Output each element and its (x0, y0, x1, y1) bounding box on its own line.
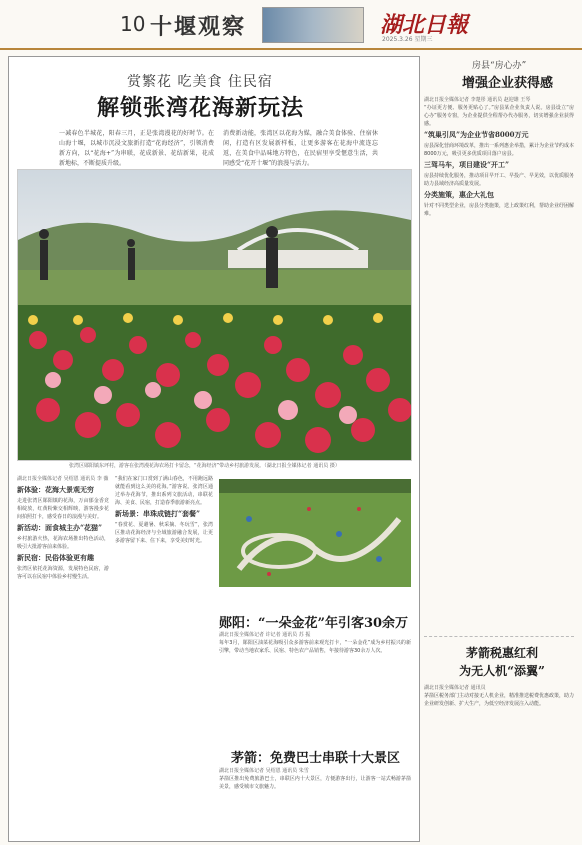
sidebar-subhead-3: 分类施策，惠企大礼包 (424, 190, 494, 199)
sidebar-subhead-2: 三驾马车，项目建设“开工” (424, 160, 510, 169)
head3-byline: 湖北日报全媒体记者 吴绍恩 通讯员 朱雪 (219, 768, 309, 774)
park-photo (219, 479, 411, 587)
col1-subhead-2: 新活动：面食城主办“花猫” (17, 523, 103, 532)
sidebar-paragraph-4: 针对不同类型企业，房县分类施策，送上政策红利，帮助企业纾困解难。 (424, 203, 574, 217)
masthead-banner-image (262, 7, 364, 43)
head3-paragraph: 茅箭区推出免费旅游巴士，串联区内十大景区，方便游客出行，让游客一站式畅游茅箭美景，感受城市文旅魅力。 (219, 776, 411, 790)
col1-subhead-3: 新民宿：民俗体验更有趣 (17, 553, 94, 562)
lede-right: 消费新动能，张湾区以花海为媒，融合美食体验、住宿休闲，打造有区发展新样板，让更多游客在花海中流连忘返，在美食中品味地方特色，在民宿里享受惬意生活，共同感受“花开十堰”的浪漫与活力。 (223, 130, 378, 167)
sidebar-story-1 (424, 96, 574, 636)
sidebar-paragraph-2: 房县深化营商环境改革，推出一系列惠企举措，累计为企业节约成本8000万元，吸引更多优质项目落户房县。 (424, 143, 574, 157)
sidebar-subhead-1: “筑巢引凤”为企业节省8000万元 (424, 130, 529, 139)
subsidiary-headline-2: 茅箭：免费巴士串联十大景区 (231, 751, 401, 766)
col1-subhead-1: 新体验：花海大景观无穷 (17, 485, 94, 494)
head2-byline: 湖北日报全媒体记者 许记者 通讯员 苏 振 (219, 632, 311, 638)
photo-caption: 张湾区郧阳镇东坪村，游客在张湾漫花海农场打卡留念，“花海经济”带动乡村旅游发展。（湖北日报全媒体记者 通讯员 摄） (69, 463, 340, 469)
masthead (0, 0, 582, 50)
subsidiary-headline-1: 郧阳：“一朵金花”年引客30余万 (219, 616, 409, 631)
sidebar-byline: 湖北日报全媒体记者 李楚彤 通讯员 赵迎雄 王琴 (424, 97, 531, 103)
paper-date: 2025.3.26 星期三 (382, 36, 433, 43)
story-kicker: 赏繁花 吃美食 住民宿 (127, 74, 273, 90)
subsidiary-story-2 (219, 767, 411, 835)
sidebar-story-2 (424, 684, 574, 834)
col1-byline: 湖北日报全媒体记者 吴绍恩 通讯员 李 薇 (17, 476, 109, 482)
section-title: 十堰观察 (150, 14, 247, 40)
col2-paragraph-1: “我们在家门口赏到了满山春色，不用跑远路就能看到这么美的花海。”游客说。张湾区通过举办花海节，推出系列文旅活动，串联花海、美食、民宿，打造春季旅游新亮点。 (115, 476, 213, 506)
sidebar-kicker: 房县“房心办” (472, 61, 527, 71)
sidebar-headline-2: 茅箭税惠红利 为无人机“添翼” (459, 646, 545, 678)
main-story (8, 56, 420, 842)
col2-subhead-1: 新场景：串珠成链打“套餐” (115, 509, 201, 518)
paper-logo: 湖北日報 (380, 12, 469, 38)
page-number: 10 (120, 12, 146, 36)
col1-paragraph-2: 乡村旅游火热，花海农场推出特色活动，吸引大批游客前来体验。 (17, 536, 109, 550)
sidebar-paragraph-1: “办证更方便、服务更贴心了。”房县某企业负责人说。房县设立“房心办”服务专窗，为企业提供全程帮办代办服务，切实增强企业获得感。 (424, 105, 574, 127)
col2-paragraph-2: “春赏花、夏避暑、秋采摘、冬玩雪”，张湾区推动花海经济与全域旅游融合发展，让更多游客留下来、住下来，享受美好时光。 (115, 522, 213, 544)
sidebar-paragraph-3: 房县持续优化服务，推动项目早开工、早投产、早见效，以优质服务助力县域经济高质量发展。 (424, 173, 574, 187)
col1-paragraph-1: 走进张湾区郧阳镇的花海，万亩郁金香竞相绽放，红黄粉紫交相辉映，游客漫步花间拍照打卡，感受春日的浪漫与美好。 (17, 498, 109, 520)
story-headline: 解锁张湾花海新玩法 (97, 95, 305, 121)
head2-paragraph: 每年3月，郧阳区油菜花海吸引众多游客前来观光打卡，“一朵金花”成为乡村振兴的新引擎，带动当地农家乐、民宿、特色农产品销售，年接待游客30余万人次。 (219, 640, 411, 654)
sidebar-column (424, 56, 574, 840)
sidebar-divider (424, 636, 574, 637)
sidebar-paragraph-5: 茅箭区税务部门主动对接无人机企业，精准推送税费优惠政策，助力企业研发创新、扩大生产，为低空经济发展注入动能。 (424, 693, 574, 707)
lede-left: 一减春色半城花，阳春三月，正是张湾漫花的好时节。在山海十堰，以城市沉浸文旅新打造“花海经济”，引领消费新方向，以“花海+”为串联，花成新景、花结新果，花成新地标，不断提质升级。 (59, 130, 214, 167)
column-1 (17, 475, 109, 835)
sidebar-headline: 增强企业获得感 (462, 76, 554, 91)
column-2 (115, 475, 213, 835)
tulip-photo (17, 169, 412, 461)
sidebar-byline-2: 湖北日报全媒体记者 通讯员 (424, 685, 486, 691)
subsidiary-story-1 (219, 631, 411, 731)
col1-paragraph-3: 张湾区依托花海资源，发展特色民宿，游客可以在民宿中体验乡村慢生活。 (17, 566, 109, 580)
